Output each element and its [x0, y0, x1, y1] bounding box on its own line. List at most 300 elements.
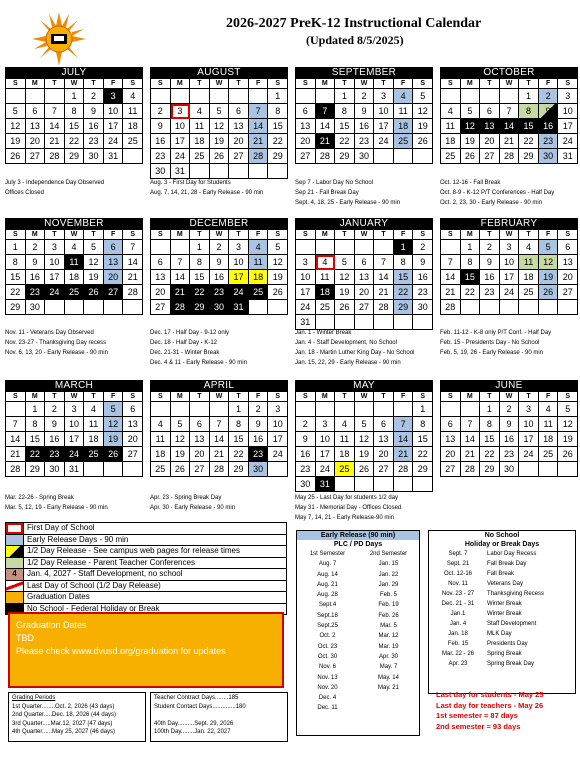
weekday-header: T — [335, 392, 355, 402]
empty-cell — [461, 89, 481, 104]
no-school-cell: Staff Development — [487, 621, 537, 627]
day-cell: 17 — [65, 432, 85, 447]
day-cell: 30 — [26, 300, 46, 315]
day-cell: 3 — [171, 104, 191, 119]
day-cell: 11 — [316, 270, 336, 285]
day-cell: 26 — [171, 462, 191, 477]
day-cell: 27 — [26, 149, 46, 164]
weekday-header: T — [84, 79, 104, 89]
month-note-block — [5, 493, 155, 513]
weekday-header: W — [210, 392, 230, 402]
day-cell: 14 — [374, 270, 394, 285]
day-cell: 1 — [65, 89, 85, 104]
month-note-block — [295, 328, 445, 368]
early-release-box — [296, 530, 420, 736]
day-cell: 19 — [6, 134, 26, 149]
day-cell: 21 — [249, 134, 269, 149]
day-cell: 9 — [151, 119, 171, 134]
weekday-header: T — [190, 230, 210, 240]
day-cell: 11 — [335, 432, 355, 447]
day-cell: 3 — [558, 89, 578, 104]
day-cell: 8 — [65, 104, 85, 119]
day-cell: 7 — [249, 104, 269, 119]
day-cell: 20 — [355, 285, 375, 300]
weekday-header: F — [394, 79, 414, 89]
day-cell: 19 — [210, 134, 230, 149]
day-cell: 9 — [26, 255, 46, 270]
day-cell: 12 — [461, 119, 481, 134]
day-cell: 28 — [6, 462, 26, 477]
day-cell: 27 — [229, 149, 249, 164]
day-cell: 10 — [45, 255, 65, 270]
weekday-header: M — [26, 392, 46, 402]
day-cell: 6 — [480, 104, 500, 119]
day-cell: 2 — [296, 417, 316, 432]
month-january — [295, 218, 433, 330]
early-release-date: Sept.25 — [317, 623, 338, 630]
day-cell: 11 — [441, 119, 461, 134]
no-school-row — [429, 599, 575, 609]
day-cell: 16 — [45, 432, 65, 447]
day-cell: 15 — [394, 270, 414, 285]
grading-periods-box — [8, 692, 146, 742]
day-cell: 6 — [374, 417, 394, 432]
day-cell: 24 — [316, 462, 336, 477]
early-release-date: Aug. 21 — [317, 581, 338, 588]
day-cell: 6 — [151, 255, 171, 270]
month-april — [150, 380, 288, 477]
day-cell: 22 — [480, 447, 500, 462]
note-line: Feb. 5, 19, 26 - Early Release - 90 min — [440, 350, 544, 356]
page-subtitle: (Updated 8/5/2025) — [306, 33, 404, 47]
legend-label: Early Release Days - 90 min — [27, 534, 129, 544]
no-school-cell: Oct. 12-16 — [443, 571, 472, 577]
note-line: Jan. 4 - Staff Development, No School — [295, 340, 397, 346]
early-release-date: May. 14 — [378, 674, 399, 681]
day-cell: 30 — [151, 164, 171, 179]
month-note-block — [295, 493, 445, 523]
weekday-header: T — [84, 230, 104, 240]
day-cell: 26 — [104, 447, 124, 462]
weekday-header: S — [441, 79, 461, 89]
no-school-cell: Spring Break Day — [487, 661, 535, 667]
day-cell: 30 — [413, 300, 433, 315]
empty-cell — [6, 89, 26, 104]
day-cell: 31 — [316, 477, 336, 492]
day-cell: 23 — [84, 134, 104, 149]
early-release-date: Apr. 30 — [378, 653, 398, 660]
day-cell: 7 — [441, 255, 461, 270]
no-school-cell: Sept. 7 — [448, 551, 468, 557]
day-cell: 12 — [539, 255, 559, 270]
month-august — [150, 67, 288, 179]
day-cell: 1 — [413, 402, 433, 417]
empty-cell — [151, 240, 171, 255]
empty-cell — [210, 164, 230, 179]
legend-swatch — [6, 523, 24, 534]
empty-cell — [335, 240, 355, 255]
note-line: Oct. 8-9 - K-12 P/T Conferences - Half Day — [440, 190, 555, 196]
weekday-header: W — [355, 79, 375, 89]
day-cell: 23 — [480, 285, 500, 300]
note-line: Sept. 4, 18, 25 - Early Release - 90 min — [295, 200, 401, 206]
day-cell: 6 — [441, 417, 461, 432]
empty-cell — [480, 300, 500, 315]
day-cell: 4 — [123, 89, 143, 104]
weekday-header: M — [461, 79, 481, 89]
day-cell: 15 — [26, 432, 46, 447]
day-cell: 30 — [84, 149, 104, 164]
weekday-header: W — [500, 392, 520, 402]
day-cell: 30 — [45, 462, 65, 477]
empty-cell — [210, 402, 230, 417]
weekday-header: T — [45, 392, 65, 402]
legend-swatch — [6, 546, 24, 557]
day-cell: 3 — [519, 402, 539, 417]
legend-item — [5, 535, 287, 547]
day-cell: 2 — [249, 402, 269, 417]
day-cell: 8 — [190, 255, 210, 270]
day-cell: 19 — [171, 447, 191, 462]
day-cell: 5 — [413, 89, 433, 104]
month-june — [440, 380, 578, 477]
empty-cell — [558, 462, 578, 477]
month-note-block — [150, 328, 300, 368]
day-cell: 8 — [461, 255, 481, 270]
day-cell: 10 — [171, 119, 191, 134]
day-cell: 15 — [480, 432, 500, 447]
day-cell: 16 — [355, 119, 375, 134]
weekday-header: M — [316, 79, 336, 89]
day-cell: 26 — [84, 285, 104, 300]
day-cell: 5 — [335, 255, 355, 270]
day-cell: 20 — [190, 447, 210, 462]
month-note-block — [150, 178, 300, 198]
legend-item — [5, 558, 287, 570]
no-school-cell: Winter Break — [487, 611, 522, 617]
day-cell: 18 — [151, 447, 171, 462]
no-school-row — [429, 629, 575, 639]
day-cell: 24 — [296, 300, 316, 315]
day-cell: 27 — [355, 300, 375, 315]
empty-cell — [123, 462, 143, 477]
weekday-header: S — [558, 230, 578, 240]
weekday-header: W — [65, 230, 85, 240]
weekday-header: S — [268, 79, 288, 89]
graduation-box — [8, 612, 284, 688]
day-cell: 29 — [480, 462, 500, 477]
day-cell: 9 — [296, 432, 316, 447]
empty-cell — [519, 300, 539, 315]
early-release-date: May. 7 — [379, 664, 398, 671]
early-release-date: Mar. 5 — [380, 623, 397, 630]
early-release-date: Oct. 2 — [319, 633, 336, 640]
day-cell: 20 — [26, 134, 46, 149]
legend-swatch — [6, 558, 24, 569]
day-cell: 1 — [190, 240, 210, 255]
legend-label: 1/2 Day Release - Parent Teacher Conferences — [27, 557, 195, 567]
note-line: Apr. 23 - Spring Break Day — [150, 495, 222, 501]
day-cell: 31 — [558, 149, 578, 164]
legend-swatch — [6, 581, 24, 592]
day-cell: 1 — [268, 89, 288, 104]
day-cell: 18 — [539, 432, 559, 447]
weekday-header: S — [413, 392, 433, 402]
sun-logo-icon — [32, 12, 86, 66]
weekday-header: T — [519, 230, 539, 240]
empty-cell — [374, 402, 394, 417]
day-cell: 8 — [229, 417, 249, 432]
day-cell: 2 — [539, 89, 559, 104]
month-name: FEBRUARY — [440, 218, 578, 230]
month-note-block — [440, 328, 580, 358]
day-cell: 18 — [84, 432, 104, 447]
day-cell: 29 — [394, 300, 414, 315]
day-cell: 17 — [45, 270, 65, 285]
day-cell: 10 — [500, 255, 520, 270]
day-cell: 13 — [441, 432, 461, 447]
empty-cell — [394, 402, 414, 417]
empty-cell — [104, 462, 124, 477]
day-cell: 8 — [26, 417, 46, 432]
day-cell: 4 — [539, 402, 559, 417]
legend-label: Last Day of School (1/2 Day Release) — [27, 580, 161, 590]
empty-cell — [374, 477, 394, 492]
day-cell: 12 — [355, 432, 375, 447]
weekday-header: T — [84, 392, 104, 402]
no-school-row — [429, 639, 575, 649]
day-cell: 4 — [190, 104, 210, 119]
day-cell: 29 — [268, 149, 288, 164]
day-cell: 1 — [480, 402, 500, 417]
empty-cell — [229, 89, 249, 104]
day-cell: 8 — [413, 417, 433, 432]
month-november — [5, 218, 143, 315]
empty-cell — [249, 89, 269, 104]
month-name: JULY — [5, 67, 143, 79]
day-cell: 25 — [190, 149, 210, 164]
weekday-header: W — [210, 230, 230, 240]
day-cell: 29 — [190, 300, 210, 315]
grading-line: 1st Quarter........Oct. 2, 2026 (43 days) — [12, 703, 115, 710]
empty-cell — [171, 89, 191, 104]
day-cell: 14 — [500, 119, 520, 134]
grading-line: 2nd Quarter.....Dec. 18, 2026 (44 days) — [12, 712, 117, 718]
empty-cell — [413, 149, 433, 164]
empty-cell — [461, 402, 481, 417]
day-cell: 27 — [480, 149, 500, 164]
no-school-cell: Mar. 22 - 26 — [441, 651, 474, 657]
day-cell: 25 — [316, 300, 336, 315]
weekday-header: T — [480, 230, 500, 240]
day-cell: 11 — [151, 432, 171, 447]
day-cell: 30 — [539, 149, 559, 164]
day-cell: 16 — [413, 270, 433, 285]
day-cell: 21 — [45, 134, 65, 149]
day-cell: 26 — [6, 149, 26, 164]
day-cell: 10 — [296, 270, 316, 285]
weekday-header: S — [123, 392, 143, 402]
day-cell: 15 — [413, 432, 433, 447]
empty-cell — [45, 300, 65, 315]
day-cell: 21 — [210, 447, 230, 462]
day-cell: 28 — [210, 462, 230, 477]
day-cell: 10 — [65, 417, 85, 432]
day-cell: 14 — [394, 432, 414, 447]
empty-cell — [296, 89, 316, 104]
no-school-row — [429, 619, 575, 629]
day-cell: 23 — [355, 134, 375, 149]
day-cell: 11 — [249, 255, 269, 270]
no-school-title: No School — [484, 532, 520, 539]
empty-cell — [316, 240, 336, 255]
empty-cell — [171, 240, 191, 255]
empty-cell — [249, 164, 269, 179]
day-cell: 4 — [151, 417, 171, 432]
empty-cell — [355, 477, 375, 492]
day-cell: 9 — [480, 255, 500, 270]
weekday-header: T — [335, 230, 355, 240]
early-release-date: Sept.4 — [318, 602, 337, 609]
weekday-header: F — [394, 230, 414, 240]
empty-cell — [374, 240, 394, 255]
day-cell: 2 — [500, 402, 520, 417]
legend-label: Jan. 4, 2027 - Staff Development, no school — [27, 569, 183, 578]
day-cell: 1 — [394, 240, 414, 255]
empty-cell — [355, 402, 375, 417]
no-school-cell: Thanksgiving Recess — [487, 591, 545, 597]
month-name: MARCH — [5, 380, 143, 392]
weekday-header: S — [558, 79, 578, 89]
day-cell: 2 — [210, 240, 230, 255]
day-cell: 14 — [45, 119, 65, 134]
empty-cell — [519, 462, 539, 477]
weekday-header: F — [104, 230, 124, 240]
day-cell: 5 — [355, 417, 375, 432]
note-line: Nov. 11 - Veterans Day Observed — [5, 330, 94, 336]
month-name: JUNE — [440, 380, 578, 392]
weekday-header: S — [123, 79, 143, 89]
weekday-header: F — [539, 79, 559, 89]
day-cell: 19 — [335, 285, 355, 300]
day-cell: 28 — [461, 462, 481, 477]
day-cell: 12 — [558, 417, 578, 432]
day-cell: 11 — [65, 255, 85, 270]
day-cell: 16 — [480, 270, 500, 285]
day-cell: 21 — [316, 134, 336, 149]
day-cell: 19 — [355, 447, 375, 462]
day-cell: 17 — [229, 270, 249, 285]
day-cell: 24 — [558, 134, 578, 149]
empty-cell — [151, 402, 171, 417]
empty-cell — [45, 89, 65, 104]
last-day-students: Last day for students - May 25 — [436, 690, 544, 699]
early-release-date: Dec. 11 — [317, 705, 338, 712]
day-cell: 18 — [519, 270, 539, 285]
month-march — [5, 380, 143, 477]
day-cell: 28 — [394, 462, 414, 477]
day-cell: 22 — [229, 447, 249, 462]
empty-cell — [6, 402, 26, 417]
note-line: Aug. 3 - First Day for Students — [150, 180, 231, 186]
note-line: Sep 21 - Fall Break Day — [295, 190, 359, 196]
day-cell: 15 — [190, 270, 210, 285]
last-day-teachers: Last day for teachers - May 26 — [436, 700, 544, 710]
note-line: Oct. 12-16 - Fall Break — [440, 180, 501, 186]
day-cell: 24 — [374, 134, 394, 149]
day-cell: 13 — [26, 119, 46, 134]
day-cell: 27 — [123, 447, 143, 462]
day-cell: 1 — [519, 89, 539, 104]
early-release-date: 1st Semester — [309, 551, 346, 557]
empty-cell — [123, 300, 143, 315]
day-cell: 1 — [6, 240, 26, 255]
day-cell: 20 — [480, 134, 500, 149]
note-line: Dec. 21-31 - Winter Break — [150, 350, 220, 356]
day-cell: 29 — [335, 149, 355, 164]
day-cell: 30 — [249, 462, 269, 477]
day-cell: 25 — [123, 134, 143, 149]
day-cell: 13 — [296, 119, 316, 134]
month-name: SEPTEMBER — [295, 67, 433, 79]
day-cell: 13 — [355, 270, 375, 285]
empty-cell — [210, 89, 230, 104]
day-cell: 14 — [316, 119, 336, 134]
empty-cell — [268, 462, 288, 477]
day-cell: 31 — [65, 462, 85, 477]
note-line: May 25 - Last Day for students 1/2 day — [295, 495, 399, 501]
day-cell: 5 — [104, 402, 124, 417]
legend-swatch: 4 — [6, 569, 24, 580]
month-february — [440, 218, 578, 315]
empty-cell — [480, 89, 500, 104]
day-cell: 5 — [558, 402, 578, 417]
day-cell: 10 — [229, 255, 249, 270]
no-school-cell: Feb. 15 — [447, 641, 469, 647]
month-september — [295, 67, 433, 164]
day-cell: 5 — [210, 104, 230, 119]
day-cell: 1 — [26, 402, 46, 417]
note-line: Dec. 17 - Half Day - 9-12 only — [150, 330, 230, 336]
day-cell: 3 — [104, 89, 124, 104]
day-cell: 11 — [394, 104, 414, 119]
day-cell: 22 — [6, 285, 26, 300]
empty-cell — [151, 89, 171, 104]
day-cell: 2 — [84, 89, 104, 104]
day-cell: 25 — [394, 134, 414, 149]
day-cell: 7 — [374, 255, 394, 270]
day-cell: 18 — [335, 447, 355, 462]
day-cell: 2 — [355, 89, 375, 104]
day-cell: 20 — [104, 270, 124, 285]
day-cell: 15 — [268, 119, 288, 134]
day-cell: 28 — [316, 149, 336, 164]
contract-line: 40th Day..........Sept. 29, 2026 — [154, 720, 234, 727]
day-cell: 15 — [519, 119, 539, 134]
month-note-block — [5, 178, 155, 198]
day-cell: 27 — [190, 462, 210, 477]
day-cell: 15 — [335, 119, 355, 134]
day-cell: 7 — [123, 240, 143, 255]
day-cell: 3 — [296, 255, 316, 270]
day-cell: 5 — [6, 104, 26, 119]
weekday-header: S — [123, 230, 143, 240]
page-title: 2026-2027 PreK-12 Instructional Calendar — [226, 16, 482, 31]
day-cell: 3 — [374, 89, 394, 104]
day-cell: 6 — [190, 417, 210, 432]
empty-cell — [441, 402, 461, 417]
note-line: Oct. 2, 23, 30 - Early Release - 90 min — [440, 200, 543, 206]
